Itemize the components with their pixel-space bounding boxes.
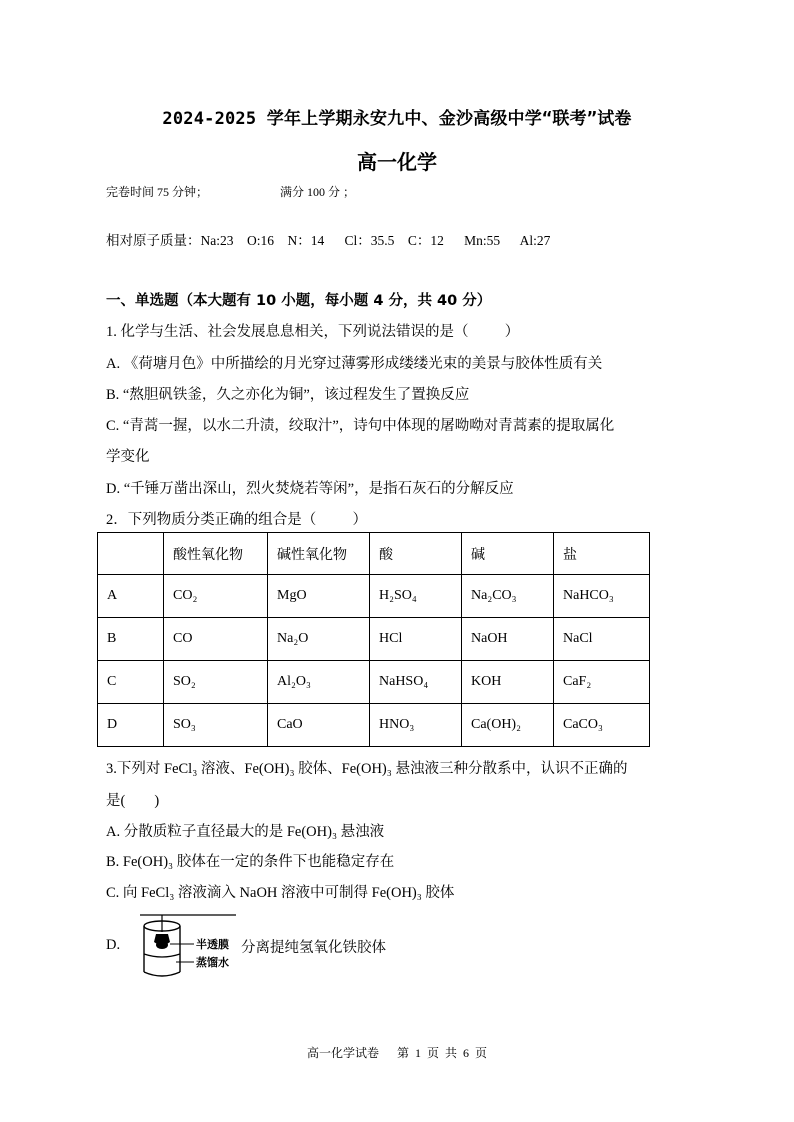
table-cell: KOH bbox=[462, 661, 554, 704]
table-cell: SO₂ bbox=[164, 661, 268, 704]
figure-label-membrane: 半透膜 bbox=[196, 938, 229, 951]
table-row bbox=[98, 661, 650, 704]
table-cell: MgO bbox=[268, 575, 370, 618]
q3-stem-line2: 是( ) bbox=[106, 793, 160, 809]
table-row bbox=[98, 618, 650, 661]
q1-stem: 1. 化学与生活、社会发展息息相关，下列说法错误的是（ ） bbox=[106, 324, 520, 340]
q3-option-b: B. Fe(OH)₃ 胶体在一定的条件下也能稳定存在 bbox=[106, 854, 395, 870]
table-cell: C bbox=[98, 661, 164, 704]
q3-option-d-text: 分离提纯氢氧化铁胶体 bbox=[241, 940, 386, 956]
classification-table bbox=[97, 532, 650, 747]
exam-subject: 高一化学 bbox=[357, 150, 437, 174]
figure-label-water: 蒸馏水 bbox=[196, 956, 229, 969]
table-cell: HNO₃ bbox=[370, 704, 462, 747]
table-cell: B bbox=[98, 618, 164, 661]
table-cell: Al₂O₃ bbox=[268, 661, 370, 704]
table-cell: CaCO₃ bbox=[554, 704, 650, 747]
table-cell: NaHCO₃ bbox=[554, 575, 650, 618]
table-header-cell: 碱性氧化物 bbox=[268, 533, 370, 575]
q3-stem-line1: 3.下列对 FeCl₃ 溶液、Fe(OH)₃ 胶体、Fe(OH)₃ 悬浊液三种分散系中，认识不正确的 bbox=[106, 761, 628, 777]
q1-option-b: B. “熬胆矾铁釜，久之亦化为铜”，该过程发生了置换反应 bbox=[106, 387, 470, 403]
section-heading: 一、单选题（本大题有 10 小题，每小题 4 分，共 40 分） bbox=[106, 293, 492, 309]
q1-option-c-line2: 学变化 bbox=[106, 449, 150, 465]
table-cell: CaO bbox=[268, 704, 370, 747]
dialysis-apparatus-figure bbox=[138, 912, 240, 982]
table-cell: A bbox=[98, 575, 164, 618]
table-header-cell: 酸性氧化物 bbox=[164, 533, 268, 575]
table-cell: Na₂CO₃ bbox=[462, 575, 554, 618]
exam-title: 2024-2025 学年上学期永安九中、金沙高级中学“联考”试卷 bbox=[162, 109, 632, 129]
exam-time: 完卷时间 75 分钟； bbox=[106, 185, 209, 199]
table-cell: Ca(OH)₂ bbox=[462, 704, 554, 747]
table-row bbox=[98, 704, 650, 747]
table-row bbox=[98, 575, 650, 618]
q2-stem: 2．下列物质分类正确的组合是（ ） bbox=[106, 512, 367, 528]
exam-score: 满分 100 分 ； bbox=[280, 185, 356, 199]
q3-option-c: C. 向 FeCl₃ 溶液滴入 NaOH 溶液中可制得 Fe(OH)₃ 胶体 bbox=[106, 885, 455, 901]
table-header-cell: 碱 bbox=[462, 533, 554, 575]
table-header-cell bbox=[98, 533, 164, 575]
table-cell: HCl bbox=[370, 618, 462, 661]
q1-option-a: A. 《荷塘月色》中所描绘的月光穿过薄雾形成缕缕光束的美景与胶体性质有关 bbox=[106, 356, 603, 372]
table-header-cell: 盐 bbox=[554, 533, 650, 575]
table-cell: CaF₂ bbox=[554, 661, 650, 704]
table-cell: CO bbox=[164, 618, 268, 661]
q1-option-d: D. “千锤万凿出深山，烈火焚烧若等闲”，是指石灰石的分解反应 bbox=[106, 481, 514, 497]
table-cell: D bbox=[98, 704, 164, 747]
table-cell: H₂SO₄ bbox=[370, 575, 462, 618]
table-header-cell: 酸 bbox=[370, 533, 462, 575]
q3-option-d-label: D. bbox=[106, 937, 121, 953]
table-cell: NaOH bbox=[462, 618, 554, 661]
table-header-row bbox=[98, 533, 650, 575]
table-cell: NaHSO₄ bbox=[370, 661, 462, 704]
q3-option-a: A. 分散质粒子直径最大的是 Fe(OH)₃ 悬浊液 bbox=[106, 824, 385, 840]
atomic-masses: 相对原子质量：Na:23 O:16 N：14 Cl：35.5 C：12 Mn:55 Al:27 bbox=[106, 233, 551, 248]
table-cell: Na₂O bbox=[268, 618, 370, 661]
table-cell: NaCl bbox=[554, 618, 650, 661]
table-cell: CO₂ bbox=[164, 575, 268, 618]
q1-option-c-line1: C. “青蒿一握，以水二升渍，绞取汁”，诗句中体现的屠呦呦对青蒿素的提取属化 bbox=[106, 418, 615, 434]
page-footer: 高一化学试卷 第 1 页 共 6 页 bbox=[306, 1046, 487, 1060]
table-cell: SO₃ bbox=[164, 704, 268, 747]
